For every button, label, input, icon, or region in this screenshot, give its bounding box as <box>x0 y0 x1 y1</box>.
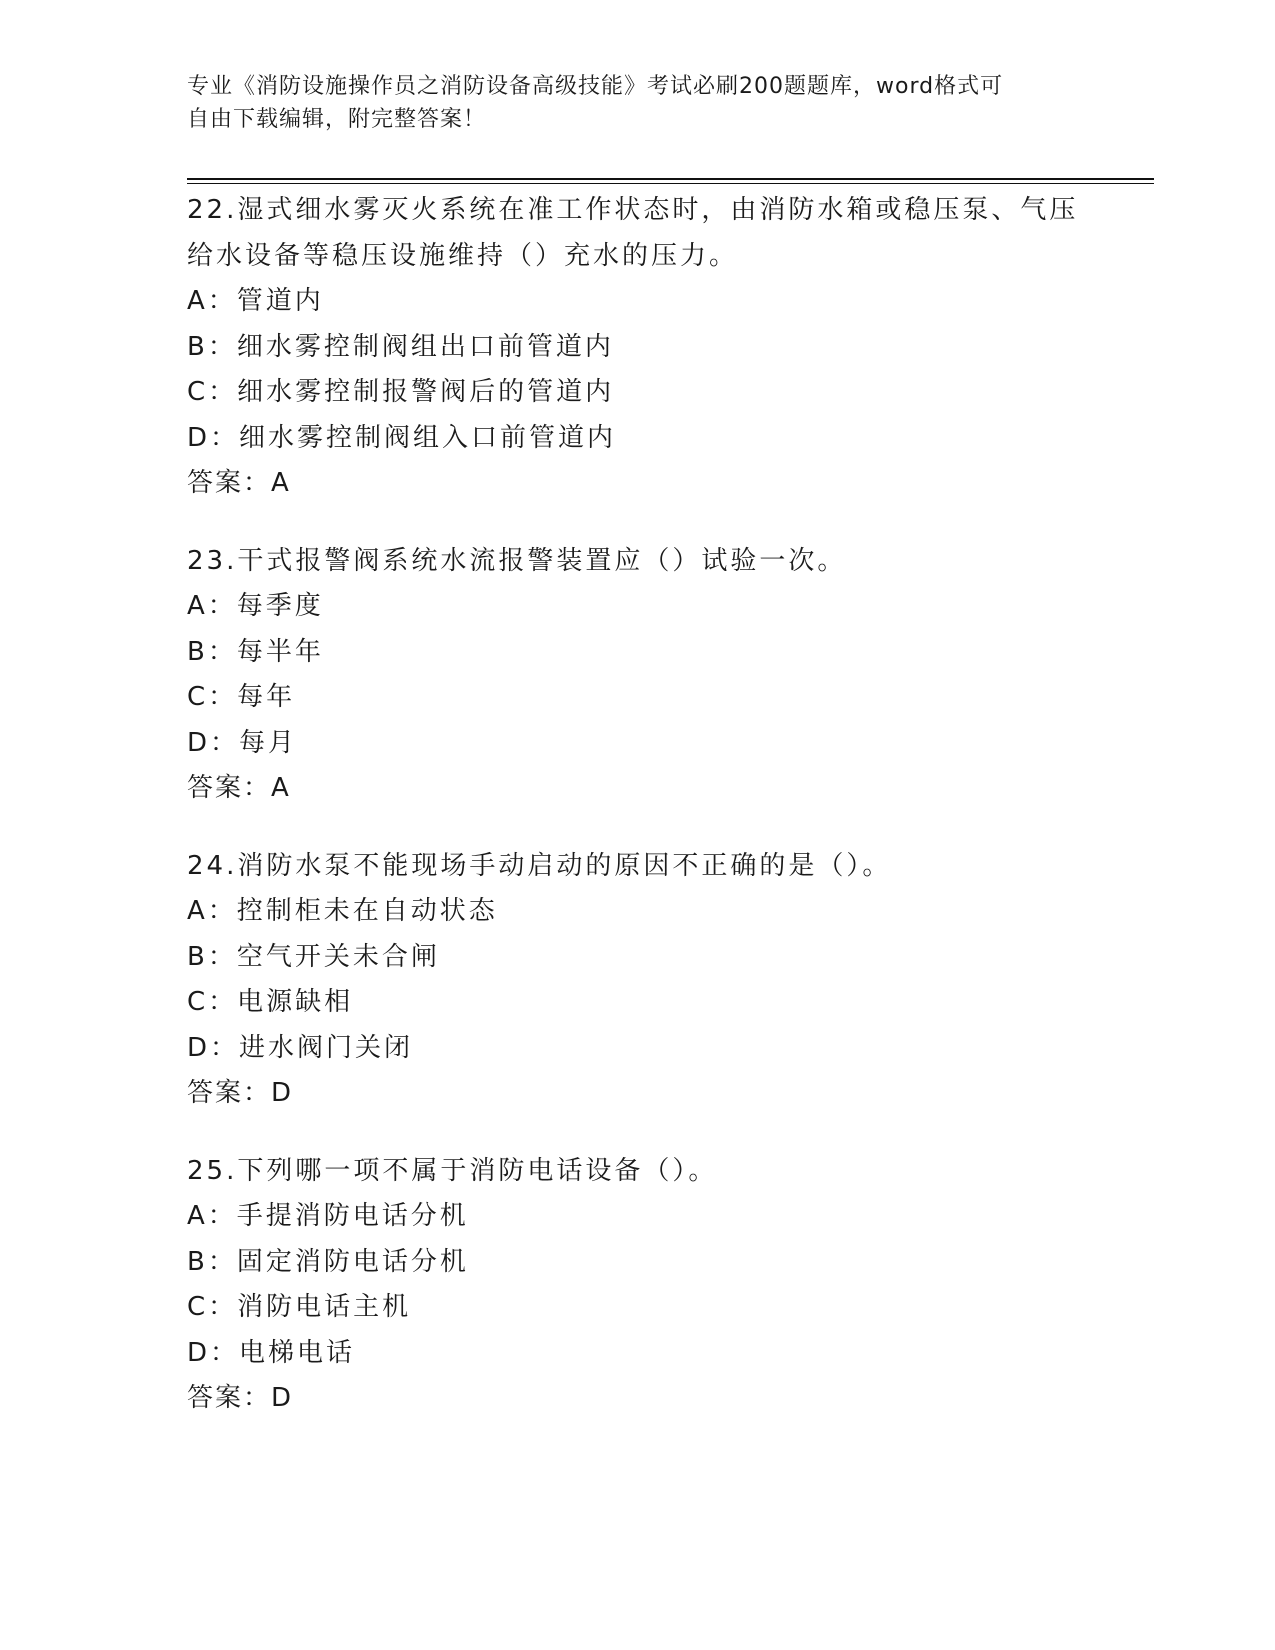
question-stem-line: 22.湿式细水雾灭火系统在准工作状态时，由消防水箱或稳压泵、气压 <box>187 195 1079 225</box>
option-d: D：电梯电话 <box>187 1337 356 1368</box>
question-23 <box>187 539 1107 812</box>
option-b: B：细水雾控制阀组出口前管道内 <box>187 331 614 362</box>
option-b: B：每半年 <box>187 636 324 667</box>
option-d: D：细水雾控制阀组入口前管道内 <box>187 422 617 453</box>
option-b: B：固定消防电话分机 <box>187 1246 469 1277</box>
answer: 答案：D <box>187 1383 294 1413</box>
option-a: A：控制柜未在自动状态 <box>187 896 498 926</box>
question-stem: 25.下列哪一项不属于消防电话设备（）。 <box>187 1155 718 1186</box>
option-a: A：每季度 <box>187 591 324 621</box>
answer: 答案：D <box>187 1078 294 1108</box>
question-stem: 24.消防水泵不能现场手动启动的原因不正确的是（）。 <box>187 850 892 881</box>
option-c: C：细水雾控制报警阀后的管道内 <box>187 377 615 407</box>
question-24 <box>187 844 1107 1117</box>
question-list <box>187 188 1107 1454</box>
header-divider-thin <box>187 183 1154 184</box>
option-a: A：管道内 <box>187 286 324 316</box>
header-line-2: 自由下载编辑，附完整答案！ <box>187 107 487 132</box>
option-d: D：每月 <box>187 727 298 758</box>
answer: 答案：A <box>187 468 291 498</box>
question-25 <box>187 1149 1107 1422</box>
question-22 <box>187 188 1107 507</box>
page-header <box>187 70 1087 136</box>
option-a: A：手提消防电话分机 <box>187 1201 469 1231</box>
question-stem: 23.干式报警阀系统水流报警装置应（）试验一次。 <box>187 545 847 576</box>
option-c: C：每年 <box>187 682 296 712</box>
header-divider-thick <box>187 178 1154 180</box>
header-line-1: 专业《消防设施操作员之消防设备高级技能》考试必刷200题题库，word格式可 <box>187 74 1004 99</box>
answer: 答案：A <box>187 773 291 803</box>
option-c: C：电源缺相 <box>187 987 354 1017</box>
option-d: D：进水阀门关闭 <box>187 1032 414 1063</box>
question-stem-line: 给水设备等稳压设施维持（）充水的压力。 <box>187 240 739 271</box>
question-stem <box>187 188 1087 279</box>
option-c: C：消防电话主机 <box>187 1292 412 1322</box>
option-b: B：空气开关未合闸 <box>187 941 440 972</box>
